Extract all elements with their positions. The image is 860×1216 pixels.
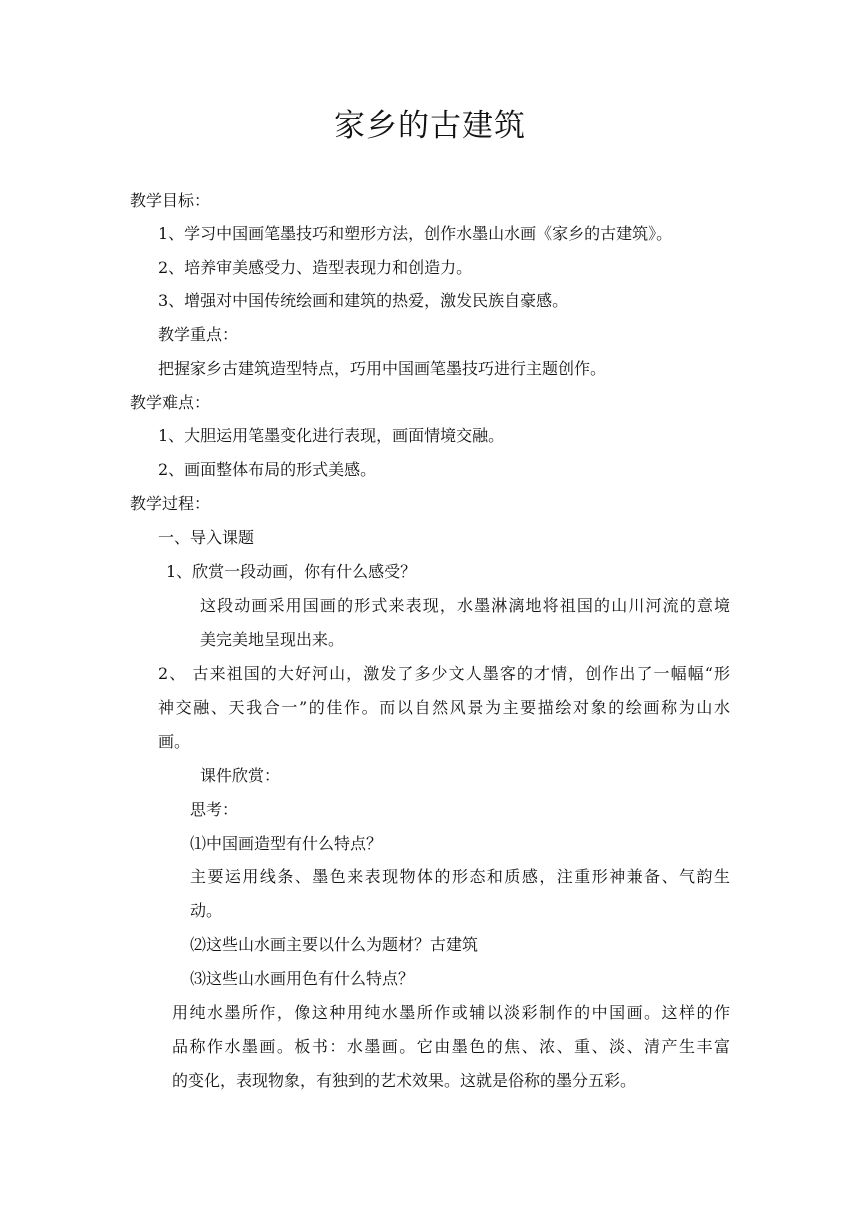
question-2: ⑵这些山水画主要以什么为题材？古建筑 bbox=[190, 935, 479, 954]
answer-3-line-3: 的变化，表现物象，有独到的艺术效果。这就是俗称的墨分五彩。 bbox=[172, 1071, 637, 1090]
answer-1-line-1: 主要运用线条、墨色来表现物体的形态和质感，注重形神兼备、气韵生 bbox=[190, 867, 730, 886]
answer-3-line-2: 品称作水墨画。板书：水墨画。它由墨色的焦、浓、重、淡、清产生丰富 bbox=[172, 1037, 730, 1056]
step-1: 1、欣赏一段动画，你有什么感受？ bbox=[166, 562, 417, 581]
step-2-line-1: 2、 古来祖国的大好河山，激发了多少文人墨客的才情，创作出了一幅幅“形 bbox=[158, 664, 730, 683]
step-2-line-3: 画。 bbox=[158, 732, 191, 751]
difficulty-2: 2、画面整体布局的形式美感。 bbox=[158, 460, 377, 479]
objective-2: 2、培养审美感受力、造型表现力和创造力。 bbox=[158, 258, 473, 277]
objective-1: 1、学习中国画笔墨技巧和塑形方法，创作水墨山水画《家乡的古建筑》。 bbox=[158, 224, 673, 243]
answer-3-line-1: 用纯水墨所作，像这种用纯水墨所作或辅以淡彩制作的中国画。这样的作 bbox=[172, 1003, 730, 1022]
page-title: 家乡的古建筑 bbox=[334, 108, 526, 144]
step-1-answer-line-2: 美完美地呈现出来。 bbox=[200, 630, 345, 649]
answer-1-line-2: 动。 bbox=[190, 901, 223, 920]
step-1-answer-line-1: 这段动画采用国画的形式来表现，水墨淋漓地将祖国的山川河流的意境 bbox=[200, 596, 730, 615]
heading-objectives: 教学目标： bbox=[130, 191, 211, 210]
question-1: ⑴中国画造型有什么特点？ bbox=[190, 834, 383, 853]
thinking-label: 思考： bbox=[190, 800, 239, 819]
step-2-line-2: 神交融、天我合一”的佳作。而以自然风景为主要描绘对象的绘画称为山水 bbox=[158, 698, 730, 717]
objective-3: 3、增强对中国传统绘画和建筑的热爱，激发民族自豪感。 bbox=[158, 291, 569, 310]
key-point-text: 把握家乡古建筑造型特点，巧用中国画笔墨技巧进行主题创作。 bbox=[158, 359, 607, 378]
difficulty-1: 1、大胆运用笔墨变化进行表现，画面情境交融。 bbox=[158, 426, 505, 445]
courseware-label: 课件欣赏： bbox=[200, 766, 281, 785]
heading-process: 教学过程： bbox=[130, 494, 211, 513]
heading-difficulties: 教学难点： bbox=[130, 393, 211, 412]
question-3: ⑶这些山水画用色有什么特点？ bbox=[190, 969, 415, 988]
section-intro: 一、导入课题 bbox=[158, 528, 255, 547]
heading-key-points: 教学重点： bbox=[158, 325, 239, 344]
